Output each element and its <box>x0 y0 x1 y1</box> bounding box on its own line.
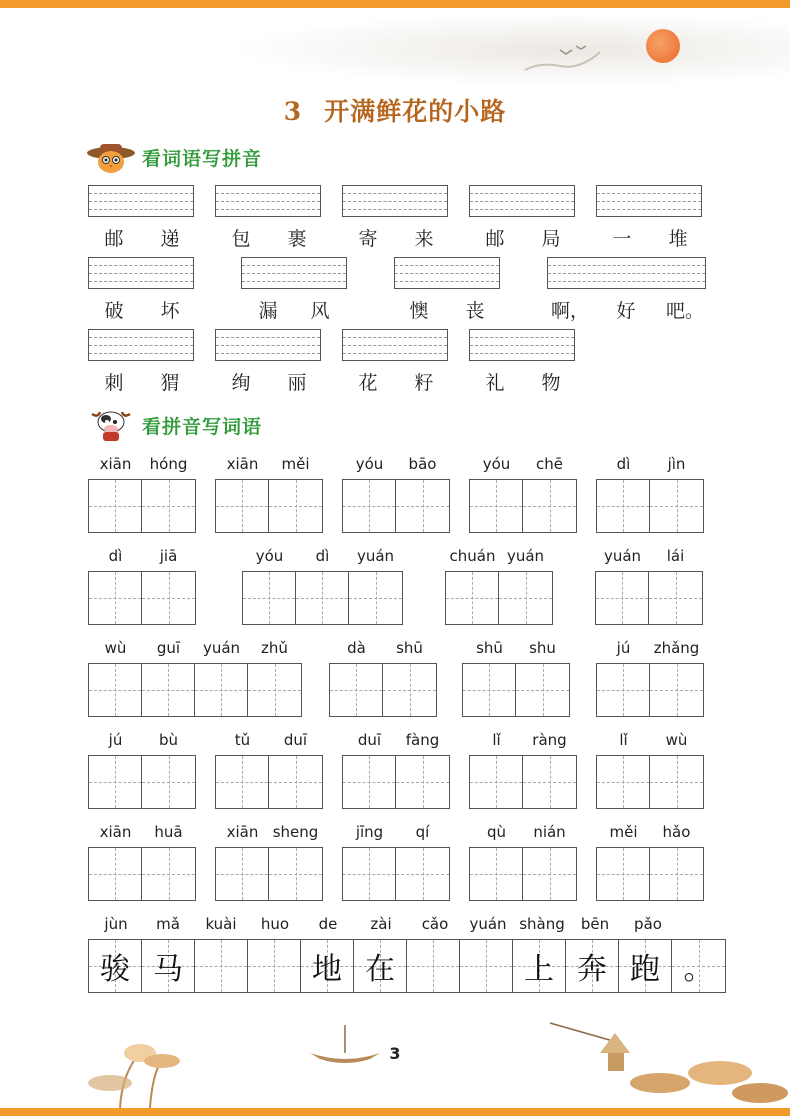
writing-cell[interactable] <box>597 664 650 716</box>
tianzige-grid <box>596 479 704 533</box>
tianzige-grid <box>596 663 704 717</box>
pinyin-syllable: duī <box>357 731 382 749</box>
guide-line <box>343 353 447 354</box>
pinyin-syllable: chuán <box>449 547 496 565</box>
pinyin-syllable: jùn <box>104 915 128 933</box>
guide-line <box>242 265 346 266</box>
pinyin-syllable: xiān <box>99 455 132 473</box>
pinyin-syllable: dì <box>108 547 123 565</box>
writing-cell[interactable] <box>269 756 322 808</box>
writing-cell[interactable] <box>349 572 402 624</box>
writing-cell[interactable] <box>195 664 248 716</box>
guide-line <box>216 345 320 346</box>
writing-cell[interactable] <box>523 756 576 808</box>
guide-line <box>470 353 574 354</box>
guide-line <box>470 345 574 346</box>
prompt-character: 裹 <box>287 228 307 250</box>
pinyin-syllable: dì <box>315 547 330 565</box>
writing-cell[interactable] <box>650 848 703 900</box>
pinyin-syllable: bēn <box>580 915 610 933</box>
guide-line <box>548 281 705 282</box>
cow-mascot-icon <box>86 408 136 442</box>
pinyin-syllable: zhǔ <box>261 639 288 657</box>
pinyin-syllable: ràng <box>532 731 567 749</box>
pinyin-syllable: cǎo <box>421 915 449 933</box>
bottom-accent-bar <box>0 1108 790 1116</box>
prompt-character: 寄 <box>358 228 378 250</box>
prompt-character: 绚 <box>231 372 251 394</box>
guide-line <box>89 353 193 354</box>
writing-cell[interactable] <box>343 756 396 808</box>
pinyin-syllable: huo <box>260 915 290 933</box>
prompt-character: 邮 <box>485 228 505 250</box>
writing-cell[interactable] <box>269 480 322 532</box>
pinyin-syllable: jiā <box>159 547 178 565</box>
guide-line <box>343 209 447 210</box>
prompt-character: 籽 <box>414 372 434 394</box>
pinyin-syllable: lái <box>666 547 685 565</box>
guide-line <box>597 209 701 210</box>
pinyin-syllable: yóu <box>482 455 511 473</box>
writing-cell[interactable] <box>396 756 449 808</box>
tianzige-grid <box>469 479 577 533</box>
writing-cell <box>619 940 672 992</box>
pinyin-syllable: shū <box>476 639 503 657</box>
top-accent-bar <box>0 0 790 8</box>
pinyin-syllable: wù <box>104 639 127 657</box>
writing-cell[interactable] <box>470 480 523 532</box>
guide-line <box>597 201 701 202</box>
pinyin-syllable: dì <box>616 455 631 473</box>
writing-cell[interactable] <box>216 480 269 532</box>
tianzige-grid <box>215 755 323 809</box>
guide-line <box>89 193 193 194</box>
writing-cell[interactable] <box>89 756 142 808</box>
guide-line <box>89 281 193 282</box>
writing-cell[interactable] <box>89 848 142 900</box>
writing-cell[interactable] <box>142 756 195 808</box>
pinyin-syllable: xiān <box>99 823 132 841</box>
pinyin-syllable: jú <box>108 731 123 749</box>
given-character: 骏 <box>100 952 130 987</box>
prompt-character: 来 <box>414 228 434 250</box>
section-header-write-pinyin <box>86 140 262 174</box>
pinyin-answer-box[interactable] <box>88 185 194 217</box>
writing-cell[interactable] <box>343 480 396 532</box>
writing-cell[interactable] <box>142 480 195 532</box>
prompt-character: 递 <box>160 228 180 250</box>
pinyin-syllable: zài <box>370 915 392 933</box>
pinyin-answer-box[interactable] <box>394 257 500 289</box>
guide-line <box>242 281 346 282</box>
guide-line <box>216 353 320 354</box>
pinyin-syllable: xiān <box>226 455 259 473</box>
tianzige-grid <box>445 571 553 625</box>
writing-cell[interactable] <box>516 664 569 716</box>
guide-line <box>343 193 447 194</box>
prompt-character: 猬 <box>160 372 180 394</box>
guide-line <box>242 273 346 274</box>
writing-cell[interactable] <box>499 572 552 624</box>
writing-cell[interactable] <box>248 664 301 716</box>
writing-cell[interactable] <box>650 756 703 808</box>
writing-cell[interactable] <box>407 940 460 992</box>
tianzige-grid <box>596 847 704 901</box>
writing-cell[interactable] <box>470 848 523 900</box>
pinyin-syllable: dà <box>347 639 366 657</box>
prompt-character: 礼 <box>485 372 505 394</box>
pinyin-answer-box[interactable] <box>469 185 575 217</box>
pinyin-answer-box[interactable] <box>342 185 448 217</box>
pinyin-syllable: bù <box>158 731 179 749</box>
pinyin-syllable: qù <box>486 823 507 841</box>
pinyin-syllable: jīng <box>355 823 384 841</box>
writing-cell[interactable] <box>89 572 142 624</box>
pinyin-syllable: yóu <box>355 455 384 473</box>
writing-cell[interactable] <box>248 940 301 992</box>
lesson-title: 开满鲜花的小路 <box>324 97 507 126</box>
guide-line <box>470 209 574 210</box>
prompt-character: 堆 <box>668 228 688 250</box>
pinyin-syllable: jú <box>616 639 631 657</box>
pinyin-syllable: nián <box>533 823 566 841</box>
birds-decoration <box>520 42 610 76</box>
prompt-character: 局 <box>541 228 561 250</box>
writing-cell <box>672 940 725 992</box>
tianzige-grid <box>215 479 323 533</box>
writing-cell[interactable] <box>523 480 576 532</box>
tianzige-grid <box>215 847 323 901</box>
tianzige-grid <box>88 847 196 901</box>
pinyin-syllable: yuán <box>603 547 642 565</box>
given-character: 。 <box>683 952 714 987</box>
writing-cell[interactable] <box>243 572 296 624</box>
pinyin-answer-box[interactable] <box>88 329 194 361</box>
writing-cell[interactable] <box>596 572 649 624</box>
pinyin-syllable: bāo <box>408 455 437 473</box>
tianzige-grid <box>88 755 196 809</box>
prompt-character: 吧。 <box>665 300 705 322</box>
guide-line <box>395 273 499 274</box>
pinyin-syllable: wù <box>665 731 688 749</box>
pinyin-answer-box[interactable] <box>547 257 706 289</box>
pinyin-syllable: shū <box>396 639 423 657</box>
writing-cell <box>566 940 619 992</box>
section-label: 看拼音写词语 <box>142 415 263 438</box>
pinyin-syllable: yuán <box>356 547 395 565</box>
writing-cell[interactable] <box>296 572 349 624</box>
guide-line <box>89 265 193 266</box>
sentence-grid <box>88 939 726 993</box>
prompt-character: 花 <box>358 372 378 394</box>
pinyin-answer-box[interactable] <box>469 329 575 361</box>
given-character: 上 <box>524 952 554 987</box>
pinyin-syllable: huā <box>154 823 183 841</box>
pinyin-syllable: mǎ <box>156 915 180 933</box>
guide-line <box>89 209 193 210</box>
tianzige-grid <box>88 479 196 533</box>
guide-line <box>470 201 574 202</box>
writing-cell[interactable] <box>89 664 142 716</box>
given-character: 在 <box>365 952 395 987</box>
pinyin-syllable: jìn <box>667 455 686 473</box>
writing-cell[interactable] <box>142 848 195 900</box>
pinyin-syllable: hǎo <box>662 823 691 841</box>
writing-cell[interactable] <box>649 572 702 624</box>
guide-line <box>89 345 193 346</box>
tianzige-grid <box>462 663 570 717</box>
pinyin-answer-box[interactable] <box>215 329 321 361</box>
pinyin-answer-box[interactable] <box>88 257 194 289</box>
writing-cell[interactable] <box>650 480 703 532</box>
tianzige-grid <box>88 571 196 625</box>
guide-line <box>216 193 320 194</box>
tianzige-grid <box>242 571 403 625</box>
writing-cell[interactable] <box>446 572 499 624</box>
guide-line <box>343 337 447 338</box>
given-character: 跑 <box>630 952 660 987</box>
prompt-character: 包 <box>231 228 251 250</box>
guide-line <box>470 193 574 194</box>
writing-cell[interactable] <box>523 848 576 900</box>
tianzige-grid <box>342 847 450 901</box>
guide-line <box>470 337 574 338</box>
given-character: 地 <box>312 952 342 987</box>
guide-line <box>89 273 193 274</box>
writing-cell <box>354 940 407 992</box>
tianzige-grid <box>88 663 302 717</box>
tianzige-grid <box>469 755 577 809</box>
prompt-character: 丧 <box>465 300 485 322</box>
prompt-character: 好 <box>616 300 636 322</box>
writing-cell[interactable] <box>343 848 396 900</box>
pinyin-syllable: sheng <box>272 823 319 841</box>
writing-cell[interactable] <box>460 940 513 992</box>
pinyin-syllable: shu <box>529 639 556 657</box>
pinyin-syllable: lǐ <box>492 731 501 749</box>
pinyin-syllable: qí <box>415 823 430 841</box>
ink-wash-decoration <box>230 12 790 87</box>
given-character: 马 <box>153 952 183 987</box>
writing-cell[interactable] <box>216 848 269 900</box>
guide-line <box>216 209 320 210</box>
prompt-character: 风 <box>310 300 330 322</box>
tianzige-grid <box>342 479 450 533</box>
writing-cell <box>142 940 195 992</box>
pinyin-syllable: hóng <box>149 455 188 473</box>
page-title <box>0 92 790 128</box>
pinyin-syllable: yóu <box>255 547 284 565</box>
writing-cell[interactable] <box>195 940 248 992</box>
writing-cell <box>513 940 566 992</box>
prompt-character: 懊 <box>409 300 429 322</box>
prompt-character: 啊， <box>550 300 590 322</box>
writing-cell[interactable] <box>597 848 650 900</box>
pinyin-syllable: xiān <box>226 823 259 841</box>
tianzige-grid <box>329 663 437 717</box>
guide-line <box>395 265 499 266</box>
tianzige-grid <box>469 847 577 901</box>
pinyin-answer-box[interactable] <box>215 185 321 217</box>
pinyin-answer-box[interactable] <box>342 329 448 361</box>
sun-decoration <box>646 29 680 63</box>
pinyin-syllable: lǐ <box>619 731 628 749</box>
writing-cell[interactable] <box>142 664 195 716</box>
writing-cell[interactable] <box>383 664 436 716</box>
tianzige-grid <box>596 755 704 809</box>
writing-cell[interactable] <box>142 572 195 624</box>
pinyin-syllable: shàng <box>519 915 565 933</box>
prompt-character: 破 <box>104 300 124 322</box>
pinyin-syllable: de <box>318 915 338 933</box>
prompt-character: 漏 <box>258 300 278 322</box>
prompt-character: 一 <box>612 228 632 250</box>
tianzige-grid <box>342 755 450 809</box>
section-header-write-words <box>86 408 262 442</box>
guide-line <box>216 337 320 338</box>
prompt-character: 邮 <box>104 228 124 250</box>
prompt-character: 物 <box>541 372 561 394</box>
pinyin-syllable: guī <box>156 639 181 657</box>
writing-cell[interactable] <box>396 480 449 532</box>
pinyin-syllable: fàng <box>405 731 440 749</box>
guide-line <box>395 281 499 282</box>
pinyin-syllable: yuán <box>202 639 241 657</box>
pinyin-syllable: yuán <box>506 547 545 565</box>
page-number: 3 <box>389 1044 401 1063</box>
pinyin-syllable: kuài <box>205 915 237 933</box>
writing-cell[interactable] <box>597 756 650 808</box>
writing-cell[interactable] <box>396 848 449 900</box>
given-character: 奔 <box>577 952 607 987</box>
guide-line <box>548 273 705 274</box>
section-label: 看词语写拼音 <box>142 147 263 170</box>
pinyin-syllable: pǎo <box>634 915 662 933</box>
writing-cell[interactable] <box>89 480 142 532</box>
writing-cell[interactable] <box>330 664 383 716</box>
guide-line <box>89 201 193 202</box>
pinyin-syllable: duī <box>283 731 308 749</box>
writing-cell[interactable] <box>216 756 269 808</box>
lesson-number: 3 <box>283 97 303 126</box>
writing-cell[interactable] <box>463 664 516 716</box>
owl-mascot-icon <box>86 140 136 174</box>
prompt-character: 丽 <box>287 372 307 394</box>
guide-line <box>216 201 320 202</box>
prompt-character: 坏 <box>160 300 180 322</box>
guide-line <box>343 201 447 202</box>
pinyin-syllable: měi <box>609 823 638 841</box>
prompt-character: 刺 <box>104 372 124 394</box>
pinyin-syllable: yuán <box>469 915 507 933</box>
pinyin-syllable: zhǎng <box>653 639 700 657</box>
pinyin-answer-box[interactable] <box>241 257 347 289</box>
writing-cell[interactable] <box>269 848 322 900</box>
writing-cell[interactable] <box>650 664 703 716</box>
writing-cell <box>89 940 142 992</box>
writing-cell <box>301 940 354 992</box>
guide-line <box>89 337 193 338</box>
pinyin-syllable: tǔ <box>234 731 251 749</box>
writing-cell[interactable] <box>597 480 650 532</box>
pinyin-syllable: chē <box>536 455 563 473</box>
guide-line <box>343 345 447 346</box>
writing-cell[interactable] <box>470 756 523 808</box>
guide-line <box>597 193 701 194</box>
tianzige-grid <box>595 571 703 625</box>
guide-line <box>548 265 705 266</box>
pinyin-answer-box[interactable] <box>596 185 702 217</box>
pinyin-syllable: měi <box>281 455 310 473</box>
